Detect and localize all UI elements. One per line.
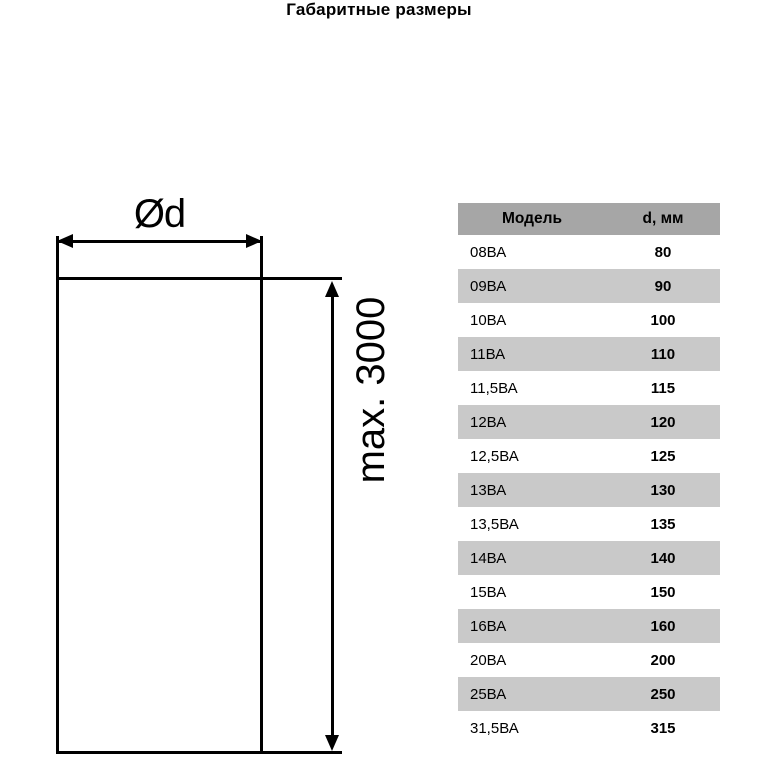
table-cell-value: 150: [606, 575, 720, 609]
table-cell-value: 100: [606, 303, 720, 337]
table-row: [458, 337, 720, 371]
table-cell-model: 20ВА: [458, 643, 606, 677]
table-cell-value: 160: [606, 609, 720, 643]
table-row: [458, 507, 720, 541]
table-cell-value: 90: [606, 269, 720, 303]
table-header-value: d, мм: [606, 203, 720, 235]
table-row: [458, 609, 720, 643]
arrow-left-icon: [57, 234, 73, 248]
diameter-dimension-line: [57, 240, 262, 243]
height-dimension-line: [331, 286, 334, 746]
table-header-row: [458, 203, 720, 235]
table-cell-value: 135: [606, 507, 720, 541]
table-cell-model: 12ВА: [458, 405, 606, 439]
table-row: [458, 405, 720, 439]
table-row: [458, 269, 720, 303]
extension-line-top: [262, 277, 342, 280]
table-row: [458, 643, 720, 677]
table-cell-value: 200: [606, 643, 720, 677]
table-cell-value: 315: [606, 711, 720, 745]
table-row: [458, 711, 720, 745]
table-cell-model: 12,5ВА: [458, 439, 606, 473]
table-cell-value: 80: [606, 235, 720, 269]
table-row: [458, 303, 720, 337]
table-cell-model: 11,5ВА: [458, 371, 606, 405]
model-dimension-table: [458, 203, 720, 745]
table-row: [458, 371, 720, 405]
diameter-label: Ød: [133, 192, 186, 236]
table-row: [458, 235, 720, 269]
table-cell-model: 13ВА: [458, 473, 606, 507]
table-cell-model: 10ВА: [458, 303, 606, 337]
table-header-model: Модель: [458, 203, 606, 235]
arrow-right-icon: [246, 234, 262, 248]
table-cell-value: 250: [606, 677, 720, 711]
table-cell-value: 120: [606, 405, 720, 439]
table-cell-model: 25ВА: [458, 677, 606, 711]
table-row: [458, 575, 720, 609]
table-row: [458, 473, 720, 507]
extension-line-bottom: [262, 751, 342, 754]
table-cell-value: 130: [606, 473, 720, 507]
table-cell-model: 15ВА: [458, 575, 606, 609]
table-row: [458, 541, 720, 575]
arrow-down-icon: [325, 735, 339, 751]
table-cell-value: 115: [606, 371, 720, 405]
table-cell-model: 08ВА: [458, 235, 606, 269]
table-cell-model: 09ВА: [458, 269, 606, 303]
table-header: [458, 203, 720, 235]
table-row: [458, 439, 720, 473]
table-cell-model: 14ВА: [458, 541, 606, 575]
table-cell-model: 11ВА: [458, 337, 606, 371]
arrow-up-icon: [325, 281, 339, 297]
table-cell-value: 125: [606, 439, 720, 473]
table-cell-model: 16ВА: [458, 609, 606, 643]
page-title: Габаритные размеры: [286, 0, 472, 19]
table-cell-model: 31,5ВА: [458, 711, 606, 745]
table-row: [458, 677, 720, 711]
table-cell-model: 13,5ВА: [458, 507, 606, 541]
table-cell-value: 140: [606, 541, 720, 575]
table-cell-value: 110: [606, 337, 720, 371]
duct-body-shape: [56, 277, 263, 754]
table-body: [458, 235, 720, 745]
height-label: max. 3000: [349, 296, 393, 484]
